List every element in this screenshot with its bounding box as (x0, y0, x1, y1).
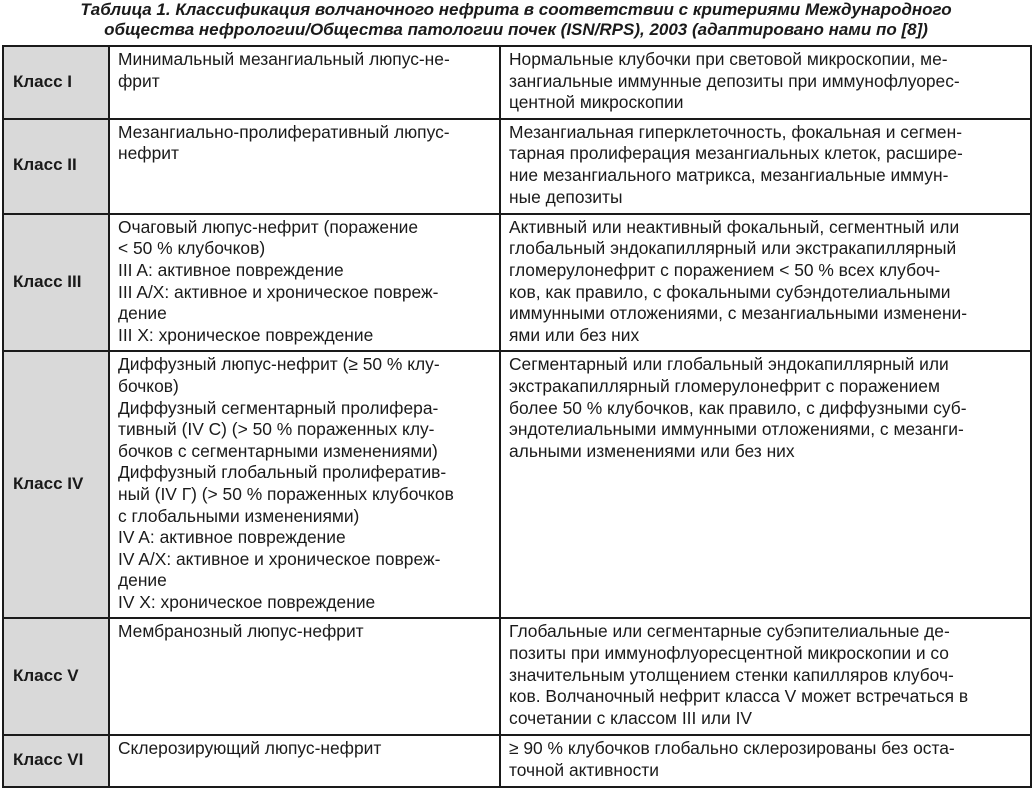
class-cell: Класс III (3, 214, 109, 352)
cell-text-line: дение (118, 570, 167, 591)
cell-text-line: IV A: активное повреждение (118, 527, 346, 548)
cell-text-line: с глобальными изменениями) (118, 505, 360, 526)
cell-text-line: Минимальный мезангиальный люпус-не- (118, 49, 450, 69)
class-cell: Класс IV (3, 351, 109, 618)
cell-text-line: бочков с сегментарными изменениями) (118, 440, 438, 461)
caption-line-1: Таблица 1. Классификация волчаночного нефрита в соответствии с критериями Международного (80, 0, 952, 19)
cell-text-line: III A/X: активное и хроническое повреж- (118, 281, 439, 302)
table-body (3, 46, 1031, 787)
form-cell (109, 618, 500, 735)
cell-text-line: Склерозирующий люпус-нефрит (118, 738, 382, 759)
class-cell: Класс II (3, 119, 109, 214)
cell-text-line: ние мезангиального матрикса, мезангиальные иммун- (509, 164, 949, 185)
table-caption (0, 0, 1032, 40)
description-cell (500, 119, 1031, 214)
cell-text-line: Очаговый люпус-нефрит (поражение (118, 216, 419, 237)
classification-table (2, 45, 1032, 788)
cell-text-line: III X: хроническое повреждение (118, 324, 374, 345)
description-cell (500, 618, 1031, 735)
cell-text-line: сочетании с классом III или IV (509, 707, 753, 728)
cell-text-line: Нормальные клубочки при световой микроскопии, ме- (509, 49, 948, 69)
cell-text-line: IV A/X: активное и хроническое повреж- (118, 548, 441, 569)
cell-text-line: центной микроскопии (509, 92, 684, 113)
cell-text-line: IV X: хроническое повреждение (118, 591, 376, 612)
cell-text-line: ков, как правило, с фокальными субэндотелиальными (509, 281, 951, 302)
cell-text-line: позиты при иммунофлуоресцентной микроскопии и со (509, 643, 949, 664)
cell-text-line: тарная пролиферация мезангиальных клеток, расшире- (509, 143, 963, 164)
form-cell (109, 46, 500, 119)
description-cell (500, 351, 1031, 618)
description-cell (500, 735, 1031, 786)
description-cell (500, 46, 1031, 119)
class-cell: Класс I (3, 46, 109, 119)
form-cell (109, 735, 500, 786)
cell-text-line: Мембранозный люпус-нефрит (118, 621, 364, 642)
cell-text-line: ные депозиты (509, 186, 623, 207)
cell-text-line: бочков) (118, 375, 179, 396)
cell-text-line: Мезангиальная гиперклеточность, фокальная и сегмен- (509, 121, 962, 142)
class-cell: Класс VI (3, 735, 109, 786)
cell-text-line: значительным утолщением стенки капилляров клубоч- (509, 664, 954, 685)
cell-text-line: эндотелиальными иммунными отложениями, с мезанги- (509, 419, 964, 440)
cell-text-line: более 50 % клубочков, как правило, с диффузными суб- (509, 397, 967, 418)
cell-text-line: ≥ 90 % клубочков глобально склерозированы без оста- (509, 738, 955, 759)
class-cell: Класс V (3, 618, 109, 735)
table-row (3, 119, 1031, 214)
table-row (3, 618, 1031, 735)
cell-text-line: ями или без них (509, 324, 640, 345)
cell-text-line: Диффузный глобальный пролифератив- (118, 462, 447, 483)
cell-text-line: Мезангиально-пролиферативный люпус- (118, 121, 450, 142)
table-row (3, 735, 1031, 786)
form-cell (109, 351, 500, 618)
caption-line-2: общества нефрологии/Общества патологии почек (ISN/RPS), 2003 (адаптировано нами по [8]) (104, 20, 928, 39)
table-row (3, 46, 1031, 119)
table-row (3, 351, 1031, 618)
description-cell (500, 214, 1031, 352)
cell-text-line: альными изменениями или без них (509, 440, 795, 461)
cell-text-line: иммунными отложениями, с мезангиальными изменени- (509, 303, 968, 324)
cell-text-line: фрит (118, 70, 160, 91)
cell-text-line: зангиальные иммунные депозиты при иммунофлуорес- (509, 70, 960, 91)
cell-text-line: ный (IV Г) (> 50 % пораженных клубочков (118, 483, 454, 504)
form-cell (109, 119, 500, 214)
table-row (3, 214, 1031, 352)
cell-text-line: Диффузный сегментарный пролифера- (118, 397, 439, 418)
cell-text-line: III A: активное повреждение (118, 259, 344, 280)
cell-text-line: нефрит (118, 143, 179, 164)
cell-text-line: < 50 % клубочков) (118, 238, 266, 259)
form-cell (109, 214, 500, 352)
cell-text-line: экстракапиллярный гломерулонефрит с поражением (509, 375, 940, 396)
cell-text-line: Активный или неактивный фокальный, сегментный или (509, 216, 960, 237)
cell-text-line: Диффузный люпус-нефрит (≥ 50 % клу- (118, 354, 440, 375)
cell-text-line: гломерулонефрит с поражением < 50 % всех клубоч- (509, 259, 941, 280)
cell-text-line: глобальный эндокапиллярный или экстракапиллярный (509, 238, 957, 259)
cell-text-line: ков. Волчаночный нефрит класса V может встречаться в (509, 686, 969, 707)
cell-text-line: Сегментарный или глобальный эндокапиллярный или (509, 354, 949, 375)
cell-text-line: тивный (IV C) (> 50 % пораженных клу- (118, 419, 435, 440)
cell-text-line: точной активности (509, 760, 659, 781)
cell-text-line: Глобальные или сегментарные субэпителиальные де- (509, 621, 950, 642)
cell-text-line: дение (118, 303, 167, 324)
